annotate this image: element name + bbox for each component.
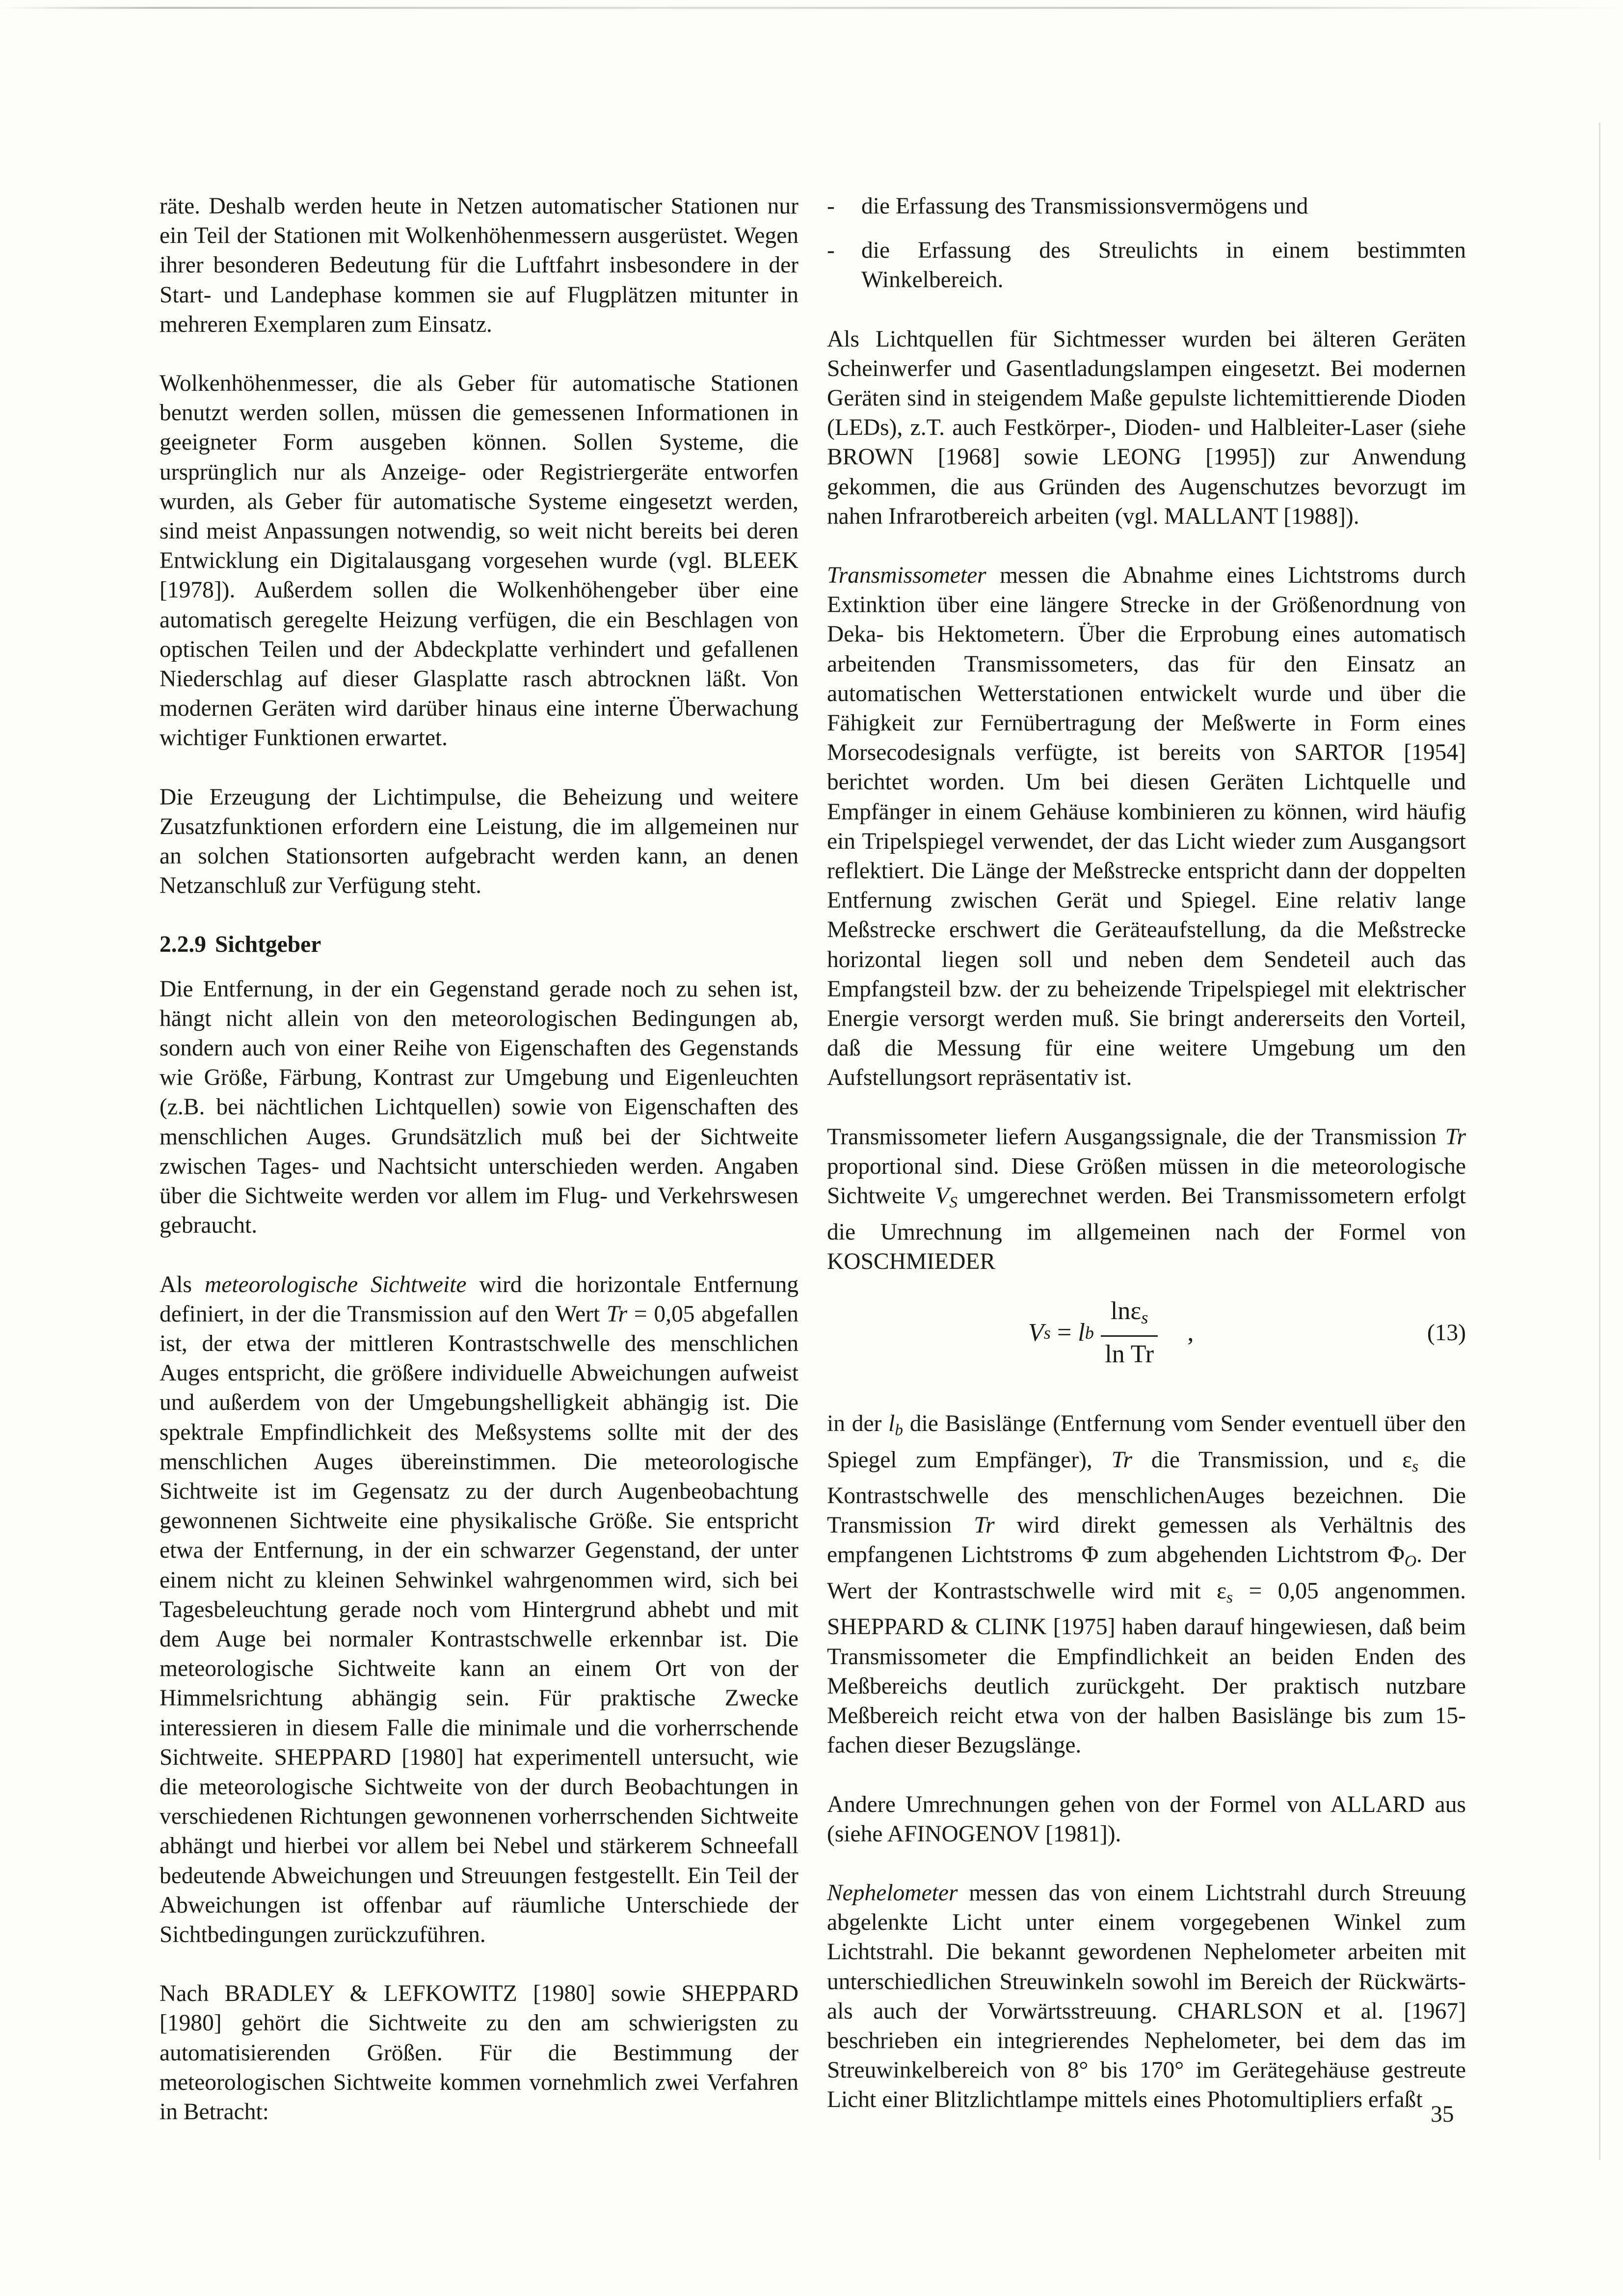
scan-top-edge	[0, 7, 1623, 9]
fraction-denominator: ln Tr	[1105, 1340, 1154, 1369]
term-transmissometer: Transmissometer	[827, 563, 986, 589]
term-meteorologische-sichtweite: meteorologische Sichtweite	[205, 1271, 467, 1297]
term-nephelometer: Nephelometer	[827, 1880, 958, 1906]
paragraph: Nephelometer messen das von einem Lichtstrahl durch Streuung abgelenkte Licht unter einem vorgegebenen Winkel zum Lichtstrahl. Die bekannt gewordenen Nephelometer arbeiten mit unterschiedlichen Streuwinkeln sowohl im Bereich der Rückwärts- als auch der Vorwärtsstreuung. CHARLSON et al. [1967] beschrieben ein integrierendes Nephelometer, bei dem das im Streuwinkelbereich von 8° bis 170° im Gerätegehäuse gestreute Licht einer Blitzlichtlampe mittels eines Photomultipliers erfaßt	[827, 1880, 1466, 2113]
scan-right-edge	[1599, 123, 1600, 2160]
fraction-numerator: lnε$_s$	[1101, 1297, 1158, 1337]
paragraph: räte. Deshalb werden heute in Netzen automatischer Stationen nur ein Teil der Stationen mit Wolkenhöhenmessern ausgerüstet. Wegen ihrer besonderen Bedeutung für die Luftfahrt insbesondere in der Start- und Landephase kommen sie auf Flugplätzen mitunter in mehreren Exemplaren zum Einsatz.	[160, 193, 798, 337]
formula-fraction	[1101, 1297, 1158, 1370]
paragraph: Die Entfernung, in der ein Gegenstand gerade noch zu sehen ist, hängt nicht allein von den meteorologischen Bedingungen ab, sondern auch von einer Reihe von Eigenschaften des Gegenstands wie Größe, Färbung, Kontrast zur Umgebung und Eigenleuchten (z.B. bei nächtlichen Lichtquellen) sowie von Eigenschaften des menschlichen Auges. Grundsätzlich muß bei der Sichtweite zwischen Tages- und Nachtsicht unterschieden werden. Angaben über die Sichtweite werden vor allem im Flug- und Verkehrswesen gebraucht.	[160, 976, 798, 1239]
paragraph: Wolkenhöhenmesser, die als Geber für automatische Stationen benutzt werden sollen, müssen die gemessenen Informationen in geeigneter Form ausgeben können. Sollen Systeme, die ursprünglich nur als Anzeige- oder Registriergeräte entworfen wurden, als Geber für automatische Systeme eingesetzt werden, sind meist Anpassungen notwendig, so weit nicht bereits bei deren Entwicklung ein Digitalausgang vorgesehen wurde (vgl. BLEEK [1978]). Außerdem sollen die Wolkenhöhengeber über eine automatisch geregelte Heizung verfügen, die ein Beschlagen von optischen Teilen und der Abdeckplatte verhindert und gefallenen Niederschlag auf dieser Glasplatte rasch abtrocknen läßt. Von modernen Geräten wird darüber hinaus eine interne Überwachung wichtiger Funktionen erwartet.	[160, 371, 798, 751]
left-column	[160, 191, 798, 2156]
list-item: - die Erfassung des Streulichts in einem bestimmten Winkelbereich.	[827, 238, 1466, 293]
paragraph: Nach BRADLEY & LEFKOWITZ [1980] sowie SHEPPARD [1980] gehört die Sichtweite zu den am schwierigsten zu automatisierenden Größen. Für die Bestimmung der meteorologischen Sichtweite kommen vornehmlich zwei Verfahren in Betracht:	[160, 1981, 798, 2125]
paragraph: Andere Umrechnungen gehen von der Formel von ALLARD aus (siehe AFINOGENOV [1981]).	[827, 1791, 1466, 1847]
paragraph: Transmissometer messen die Abnahme eines Lichtstroms durch Extinktion über eine längere Strecke in der Größenordnung von Deka- bis Hektometern. Über die Erprobung eines automatisch arbeitenden Transmissometers, das für den Einsatz an automatischen Wetterstationen entwickelt wurde und über die Fähigkeit zur Fernübertragung der Meßwerte in Form eines Morsecodesignals verfügte, ist bereits von SARTOR [1954] berichtet worden. Um bei diesen Geräten Lichtquelle und Empfänger in einem Gehäuse kombinieren zu können, wird häufig ein Tripelspiegel verwendet, der das Licht wieder zum Ausgangsort reflektiert. Die Länge der Meßstrecke entspricht dann der doppelten Entfernung zwischen Gerät und Spiegel. Eine relativ lange Meßstrecke erschwert die Geräteaufstellung, da die Meßstrecke horizontal liegen soll und neben dem Sendeteil auch das Empfangsteil bzw. der zu beheizende Tripelspiegel mit elektrischer Energie versorgt werden muß. Sie bringt andererseits den Vorteil, daß die Messung für eine weitere Umgebung um den Aufstellungsort repräsentativ ist.	[827, 563, 1466, 1091]
page-number: 35	[1431, 2102, 1454, 2127]
paragraph: Als meteorologische Sichtweite wird die horizontale Entfernung definiert, in der die Transmission auf den Wert Tr = 0,05 abgefallen ist, der etwa der mittleren Kontrastschwelle des menschlichen Auges entspricht, die größere individuelle Abweichungen aufweist und außerdem von der Umgebungshelligkeit abhängig ist. Die spektrale Empfindlichkeit des Meßsystems sollte mit der des menschlichen Auges übereinstimmen. Die meteorologische Sichtweite ist im Gegensatz zu der durch Augenbeobachtung gewonnenen Sichtweite eine physikalische Größe. Sie entspricht etwa der Entfernung, in der ein schwarzer Gegenstand, der unter einem nicht zu kleinen Sehwinkel wahrgenommen wird, sich bei Tagesbeleuchtung gerade noch vom Hintergrund abhebt und mit dem Auge bei normaler Kontrastschwelle erkennbar ist. Die meteorologische Sichtweite kann an einem Ort von der Himmelsrichtung abhängig sein. Für praktische Zwecke interessieren in diesem Falle die minimale und die vorherrschende Sichtweite. SHEPPARD [1980] hat experimentell untersucht, wie die meteorologische Sichtweite von der durch Beobachtungen in verschiedenen Richtungen gewonnenen vorherrschenden Sichtweite abhängt und hierbei vor allem bei Nebel und stärkerem Schneefall bedeutende Abweichungen und Streuungen festgestellt. Ein Teil der Abweichungen ist offenbar auf räumliche Unterschiede der Sichtbedingungen zurückzuführen.	[160, 1271, 798, 1947]
formula-expression: V s = l b $\frac{\ln\varepsilon_s}{\text{ln Tr}}$ ,	[1028, 1297, 1194, 1370]
list-item: - die Erfassung des Transmissionsvermögens und	[827, 193, 1308, 219]
section-number: 2.2.9	[160, 932, 206, 958]
right-column	[827, 191, 1466, 2144]
paragraph: Als Lichtquellen für Sichtmesser wurden bei älteren Geräten Scheinwerfer und Gasentladungslampen eingesetzt. Bei modernen Geräten sind in steigendem Maße gepulste lichtemittierende Dioden (LEDs), z.T. auch Festkörper-, Dioden- und Halbleiter-Laser (siehe BROWN [1968] sowie LEONG [1995]) zur Anwendung gekommen, die aus Gründen des Augenschutzes bevorzugt im nahen Infrarotbereich arbeiten (vgl. MALLANT [1988]).	[827, 326, 1466, 529]
paragraph: Die Erzeugung der Lichtimpulse, die Beheizung und weitere Zusatzfunktionen erfordern eine Leistung, die im allgemeinen nur an solchen Stationsorten aufgebracht werden kann, an denen Netzanschluß zur Verfügung steht.	[160, 784, 798, 899]
formula-13	[827, 1286, 1466, 1379]
equation-number: (13)	[1427, 1320, 1466, 1346]
section-heading	[160, 930, 798, 959]
paragraph: in der $l_b$ die Basislänge (Entfernung vom Sender eventuell über den Spiegel zum Empfänger), Tr die Transmission, und $\varepsilon_s$ die Kontrastschwelle des menschlichenAuges bezeichnen. Die Transmission Tr wird direkt gemessen als Verhältnis des empfangenen Lichtstroms Φ zum abgehenden Lichtstrom $\Phi_O$. Der Wert der Kontrastschwelle wird mit $\varepsilon_s = 0,05$ angenommen. SHEPPARD & CLINK [1975] haben darauf hingewiesen, daß beim Transmissometer die Empfindlichkeit an beiden Enden des Meßbereichs deutlich zurückgeht. Der praktisch nutzbare Meßbereich reicht etwa von der halben Basislänge bis zum 15-fachen dieser Bezugslänge.	[827, 1411, 1466, 1758]
paragraph: Transmissometer liefern Ausgangssignale, die der Transmission Tr proportional sind. Diese Größen müssen in die meteorologische Sichtweite $V_S$ umgerechnet werden. Bei Transmissometern erfolgt die Umrechnung im allgemeinen nach der Formel von KOSCHMIEDER	[827, 1124, 1466, 1274]
section-title: Sichtgeber	[215, 932, 321, 958]
